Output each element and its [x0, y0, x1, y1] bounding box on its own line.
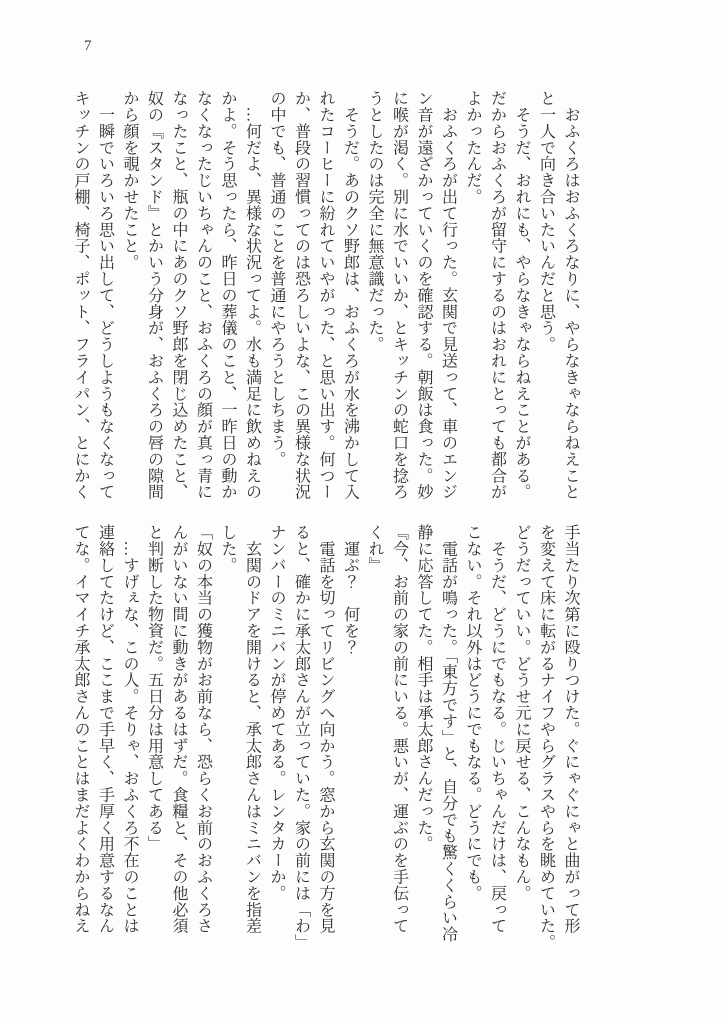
text-line: 『今、お前の家の前にいる。悪いが、運ぶのを手伝って — [390, 524, 408, 934]
text-line: んがいない間に動きがあるはずだ。食糧と、その他必須 — [170, 524, 187, 934]
text-line: の中でも、普通のことを普通にやろうとしちまう。 — [268, 90, 285, 468]
text-line: くれ』 — [366, 524, 383, 574]
text-line: と判断した物資だ。五日分は用意してある」 — [145, 524, 163, 852]
text-line: こない。それ以外はどうにでもなる。どうにでも。 — [464, 524, 481, 902]
text-line: 連絡してたけど、ここまで手早く、手厚く用意するなん — [96, 524, 114, 934]
text-line: そうだ、どうにでもなる。じいちゃんだけは、戻って — [488, 524, 506, 934]
text-line: なくなったじいちゃんのこと、おふくろの顔が真っ青に — [194, 90, 212, 500]
text-line: ン音が遠ざかっていくのを確認する。朝飯は食った。妙 — [415, 90, 432, 500]
text-line: てな。イマイチ承太郎さんのことはまだよくわからねえ — [72, 524, 89, 934]
text-line: よかったんだ。 — [464, 90, 481, 205]
text-line: 電話が鳴った。「東方です」と、自分でも驚くくらい冷 — [439, 524, 457, 943]
text-line: 運ぶ？ 何を？ — [341, 524, 359, 656]
lower-text-block — [68, 524, 583, 970]
text-line: した。 — [219, 524, 236, 574]
text-line: 「奴の本当の獲物がお前なら、恐らくお前のおふくろさ — [194, 524, 212, 934]
text-line: そうだ、おれにも、やらなきゃならねえことがある。 — [513, 90, 530, 500]
upper-text-block — [68, 90, 583, 536]
text-line: 電話を切ってリビングへ向かう。窓から玄関の方を見 — [317, 524, 334, 934]
page-number: 7 — [84, 38, 92, 54]
text-line: おふくろが出て行った。玄関で見送って、車のエンジ — [439, 90, 457, 500]
text-line: なったこと、瓶の中にあのクソ野郎を閉じ込めたこと、 — [170, 90, 187, 500]
text-line: を変えて床に転がるナイフやらグラスやらを眺めていた。 — [537, 524, 555, 951]
text-line: だからおふくろが留守にするのはおれにとっても都合が — [488, 90, 506, 500]
text-line: おふくろはおふくろなりに、やらなきゃならねえこと — [562, 90, 579, 500]
text-line: か、普段の習慣ってのは恐ろしいよな、この異様な状況 — [292, 90, 310, 500]
text-line: …すげぇな、この人。そりゃ、おふくろ不在のことは — [121, 524, 138, 934]
text-line: 玄関のドアを開けると、承太郎さんはミニバンを指差 — [243, 524, 261, 934]
text-line: どうだっていい。どうせ元に戻せる、こんなもん。 — [513, 524, 530, 902]
text-line: 手当たり次第に殴りつけた。ぐにゃぐにゃと曲がって形 — [562, 524, 579, 934]
text-line: 静に応答してた。相手は承太郎さんだった。 — [415, 524, 432, 852]
text-line: ナンバーのミニバンが停めてある。レンタカーか。 — [268, 524, 285, 902]
text-line: ると、確かに承太郎さんが立っていた。家の前には「わ」 — [292, 524, 310, 951]
text-line: れたコーヒーに紛れていやがった、と思い出す。何つー — [317, 90, 334, 500]
text-line: うとしたのは完全に無意識だった。 — [366, 90, 383, 353]
text-line: 奴の『スタンド』とかいう分身が、おふくろの唇の隙間 — [145, 90, 163, 500]
text-line: キッチンの戸棚、椅子、ポット、フライパン、とにかく — [72, 90, 89, 500]
text-line: かよ。そう思ったら、昨日の葬儀のこと、一昨日の動か — [219, 90, 236, 500]
text-line: から顔を覗かせたこと。 — [121, 90, 138, 271]
text-line: と一人で向き合いたいんだと思う。 — [537, 90, 555, 353]
text-line: に喉が渇く。別に水でいいか、とキッチンの蛇口を捻ろ — [390, 90, 408, 500]
text-line: そうだ。あのクソ野郎は、おふくろが水を沸かして入 — [341, 90, 359, 500]
text-line: …何だよ、異様な状況ってよ。水も満足に飲めねえの — [243, 90, 261, 500]
text-line: 一瞬でいろいろ思い出して、どうしようもなくなって — [96, 90, 114, 500]
